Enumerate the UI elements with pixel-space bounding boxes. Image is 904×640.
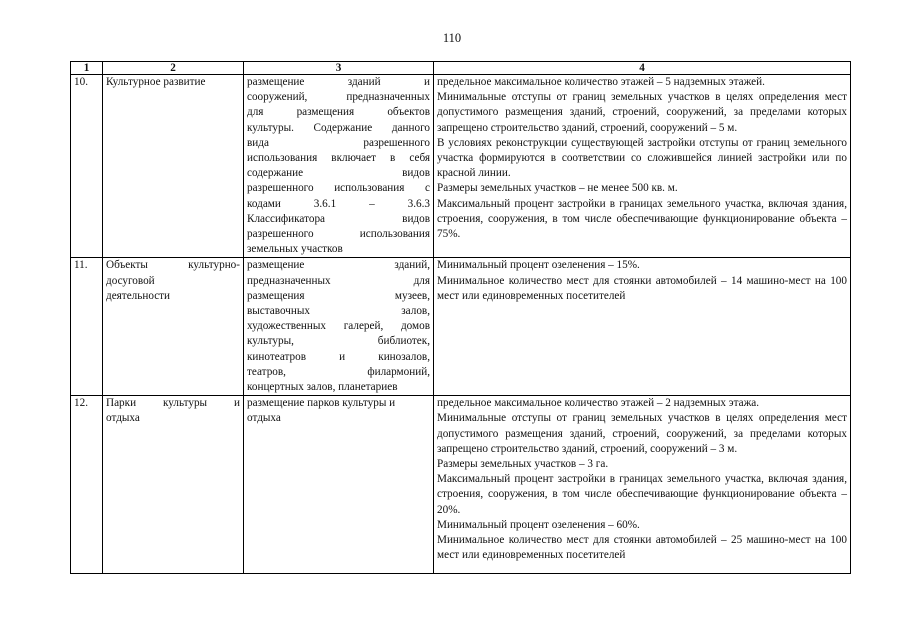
description-line: Классификатора видов	[247, 212, 430, 225]
description-line: земельных участков	[247, 243, 343, 256]
parameter-paragraph: Минимальное количество мест для стоянки автомобилей – 25 машино-мест на 100 мест или единовременных посетителей	[437, 534, 847, 562]
table-header-row	[71, 62, 851, 75]
use-description	[244, 75, 434, 258]
description-line: содержание видов	[247, 167, 430, 180]
header-col-3: 3	[244, 62, 434, 75]
description-line: размещение парков культуры и	[247, 397, 396, 410]
parameter-paragraph: В условиях реконструкции существующей застройки отступы от границ земельного участка формируются в соответствии со сложившейся линией застройки или по красной линии.	[437, 136, 847, 180]
description-line: культуры. Содержание данного	[247, 121, 430, 134]
use-name-line: Культурное развитие	[106, 76, 206, 88]
description-line: размещения музеев,	[247, 289, 430, 302]
parameter-paragraph: Минимальные отступы от границ земельных участков в целях определения мест допустимого размещения зданий, строений, сооружений, за пределами которых запрещено строительство зданий, строений, сооружений – 5 м.	[437, 91, 847, 134]
table-row	[71, 75, 851, 258]
row-number: 11.	[71, 258, 103, 396]
description-line: кодами 3.6.1 – 3.6.3	[247, 197, 430, 210]
use-description	[244, 258, 434, 396]
parameter-paragraph: предельное максимальное количество этажей – 5 надземных этажей.	[437, 76, 765, 88]
use-name-line: Объекты культурно-	[106, 259, 240, 272]
description-line: разрешенного использования	[247, 228, 430, 241]
use-name-line: деятельности	[106, 289, 171, 302]
description-line: культуры, библиотек,	[247, 335, 430, 348]
use-parameters	[434, 75, 851, 258]
use-description	[244, 396, 434, 574]
description-line: использования включает в себя	[247, 152, 430, 165]
header-col-2: 2	[103, 62, 244, 75]
use-name-line: Парки культуры и	[106, 397, 240, 410]
description-line: вида разрешенного	[247, 136, 430, 149]
description-line: художественных галерей, домов	[247, 320, 430, 333]
header-col-1: 1	[71, 62, 103, 75]
description-line: кинотеатров и кинозалов,	[247, 350, 430, 363]
use-parameters	[434, 396, 851, 574]
parameter-paragraph: Минимальный процент озеленения – 60%.	[437, 518, 640, 531]
parameter-paragraph: Размеры земельных участков – не менее 500 кв. м.	[437, 182, 678, 195]
description-line: сооружений, предназначенных	[247, 91, 430, 104]
table-row	[71, 396, 851, 574]
zoning-table	[70, 61, 851, 574]
row-number: 10.	[71, 75, 103, 258]
parameter-paragraph: Размеры земельных участков – 3 га.	[437, 458, 609, 471]
use-name-line: досуговой	[106, 274, 155, 287]
parameter-paragraph: Минимальный процент озеленения – 15%.	[437, 259, 640, 272]
parameter-paragraph: Максимальный процент застройки в границах земельного участка, включая здания, строения, сооружения, в том числе обеспечивающие функционирование объекта – 75%.	[437, 197, 847, 241]
header-col-4: 4	[434, 62, 851, 75]
description-line: выставочных залов,	[247, 305, 430, 318]
use-name	[103, 396, 244, 574]
table-row	[71, 258, 851, 396]
use-name-line: отдыха	[106, 412, 140, 425]
use-parameters	[434, 258, 851, 396]
description-line: размещение зданий,	[247, 259, 430, 272]
parameter-paragraph: Максимальный процент застройки в границах земельного участка, включая здания, строения, сооружения, в том числе обеспечивающие функционирование объекта – 20%.	[437, 473, 847, 516]
description-line: предназначенных для	[247, 274, 430, 287]
description-line: разрешенного использования с	[247, 182, 430, 195]
parameter-paragraph: предельное максимальное количество этажей – 2 надземных этажа.	[437, 397, 760, 410]
description-line: театров, филармоний,	[247, 365, 430, 378]
description-line: концертных залов, планетариев	[247, 381, 398, 394]
description-line: отдыха	[247, 412, 281, 425]
page-number: 110	[442, 31, 462, 45]
row-number: 12.	[71, 396, 103, 574]
use-name	[103, 75, 244, 258]
parameter-paragraph: Минимальное количество мест для стоянки автомобилей – 14 машино-мест на 100 мест или единовременных посетителей	[437, 274, 847, 302]
use-name	[103, 258, 244, 396]
description-line: размещение зданий и	[247, 76, 430, 88]
parameter-paragraph: Минимальные отступы от границ земельных участков в целях определения мест допустимого размещения зданий, строений, сооружений, за пределами которых запрещено строительство зданий, строений, сооружений – 3 м.	[437, 412, 847, 455]
description-line: для размещения объектов	[247, 106, 430, 119]
